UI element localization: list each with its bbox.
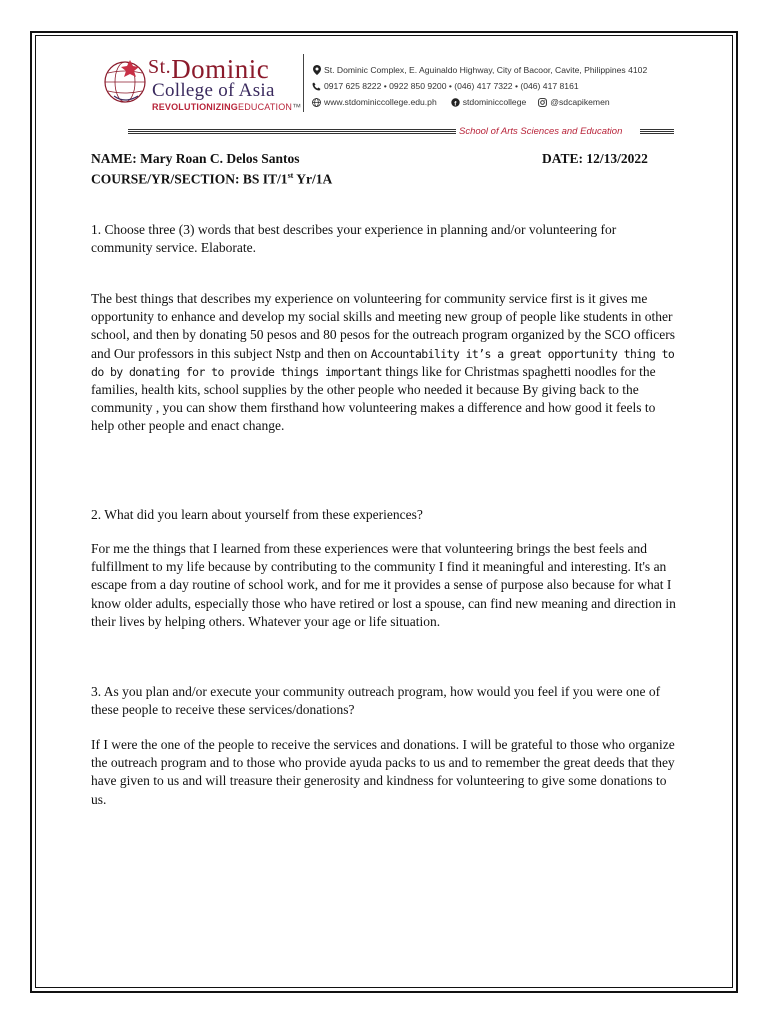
question-3: 3. As you plan and/or execute your community outreach program, how would you feel if you were one of these people to receive these services/donations?: [91, 684, 661, 718]
course-section: COURSE/YR/SECTION: BS IT/1st Yr/1A: [91, 171, 333, 187]
contact-info: [312, 62, 647, 110]
student-name: NAME: Mary Roan C. Delos Santos: [91, 151, 300, 166]
facebook-link[interactable]: stdominiccollege: [462, 97, 527, 107]
question-1: 1. Choose three (3) words that best describes your experience in planning and/or volunteering for community service. Elaborate.: [91, 222, 617, 256]
phone-icon: [312, 82, 321, 91]
header-rule-right: [640, 129, 674, 135]
question-2: 2. What did you learn about yourself from these experiences?: [91, 507, 423, 522]
submission-date: DATE: 12/13/2022: [542, 151, 648, 166]
globe-seal-icon: [100, 56, 150, 106]
instagram-icon: [538, 98, 547, 107]
logo-title: St.Dominic: [148, 54, 270, 84]
location-pin-icon: [312, 66, 321, 75]
instagram-link[interactable]: @sdcapikemen: [550, 97, 610, 107]
logo-subtitle: College of Asia: [152, 80, 275, 101]
header-divider: [303, 54, 304, 112]
answer-3: If I were the one of the people to receive the services and donations. I will be grateful to those who organize the outreach program and to those who provide ayuda packs to us and to remember the great deeds that they have given to us and will treasure their generosity and kindness for volunteering to give some donations to us.: [91, 737, 675, 807]
web-row: [312, 94, 647, 110]
facebook-icon: [451, 98, 460, 107]
department-label: School of Arts Sciences and Education: [459, 126, 623, 137]
globe-icon: [312, 98, 321, 107]
phone-numbers: 0917 625 8222 • 0922 850 9200 • (046) 417 7322 • (046) 417 8161: [324, 81, 579, 91]
phone-row: [312, 78, 647, 94]
svg-text:f: f: [454, 99, 457, 107]
address-row: [312, 62, 647, 78]
website-link[interactable]: www.stdominiccollege.edu.ph: [324, 97, 437, 107]
header-rule-left: [128, 129, 456, 135]
logo-tagline: REVOLUTIONIZINGEDUCATION™: [152, 102, 302, 112]
address-text: St. Dominic Complex, E. Aguinaldo Highway, City of Bacoor, Cavite, Philippines 4102: [324, 65, 648, 75]
college-logo: [96, 50, 302, 116]
answer-1: The best things that describes my experience on volunteering for community service first is it gives me opportunity to enhance and develop my social skills and meeting new group of people like students in other school, and then by donating 50 pesos and 80 pesos for the outreach program organized by the SCO officers and Our professors in this subject Nstp and then on Accountability it’s a great opportunity thing to do by donating for to provide things important things like for Christmas spaghetti noodles for the families, health kits, school supplies by the other people who needed it because By giving back to the community , you can show them firsthand how volunteering makes a difference and how good it feels to help other people and enact change.: [91, 291, 675, 434]
answer-2: For me the things that I learned from these experiences were that volunteering brings the best feels and fulfillment to my life because by contributing to the community I find it meaningful and interesting. It's an escape from a day routine of school work, and for me it provides a sense of purpose also because for what I know older adults, especially those who have retired or lost a spouse, can find new meaning and direction in their lives by helping others. Whatever your age or life situation.: [91, 541, 676, 629]
